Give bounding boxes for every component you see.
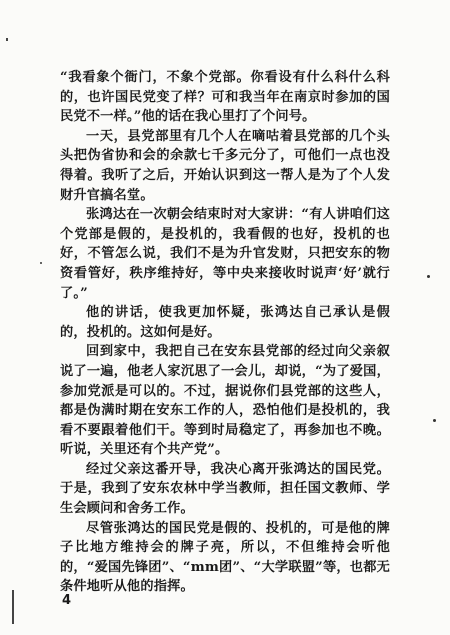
paragraph-1: “我看象个衙门，不象个党部。你看设有什么科什么科的，也许国民党变了样？可和我当年在南京时参加的国民党不一样。”他的话在我心里打了个问号。	[60, 70, 390, 125]
paragraph-7: 尽管张鸿达的国民党是假的、投机的，可是他的牌子比地方维持会的牌子亮，所以，不但维持会听他的，“爱国先锋团”、“mm团”、“大学联盟”等，也都无条件地听从他的指挥。	[60, 520, 390, 595]
body-text	[60, 68, 390, 597]
paragraph-2: 一天，县党部里有几个人在嘀咕着县党部的几个头头把伪省协和会的余款七千多元分了，可他们一点也没得着。我听了之后，开始认识到这一帮人是为了个人发财升官搞名堂。	[60, 128, 390, 203]
binding-mark-top	[6, 38, 8, 41]
scan-speck	[427, 275, 430, 278]
paragraph-3: 张鸿达在一次朝会结束时对大家讲：“有人讲咱们这个党部是假的，是投机的，我看假的也好，投机的也好，不管怎么说，我们不是为升官发财，只把安东的物资看管好，秩序维持好，等中央来接收时说声‘好’就行了。”	[60, 207, 390, 301]
paragraph-6: 经过父亲这番开导，我决心离开张鸿达的国民党。于是，我到了安东农林中学当教师，担任国文教师、学生会顾问和舍务工作。	[60, 461, 390, 517]
page-number: 4	[62, 593, 72, 608]
paragraph-4: 他的讲话，使我更加怀疑，张鸿达自己承认是假的，投机的。这如何是好。	[60, 305, 390, 340]
scan-speck	[40, 262, 42, 264]
scan-speck	[433, 419, 436, 422]
paragraph-5: 回到家中，我把自己在安东县党部的经过向父亲叙说了一遍，他老人家沉思了一会儿，却说，“为了爱国，参加党派是可以的。不过，据说你们县党部的这些人，都是伪满时期在安东工作的人，恐怕他们是投机的，我看不要跟着他们干。等到时局稳定了，再参加也不晚。听说，关里还有个共产党”。	[60, 344, 390, 458]
binding-mark-bottom	[12, 590, 14, 624]
